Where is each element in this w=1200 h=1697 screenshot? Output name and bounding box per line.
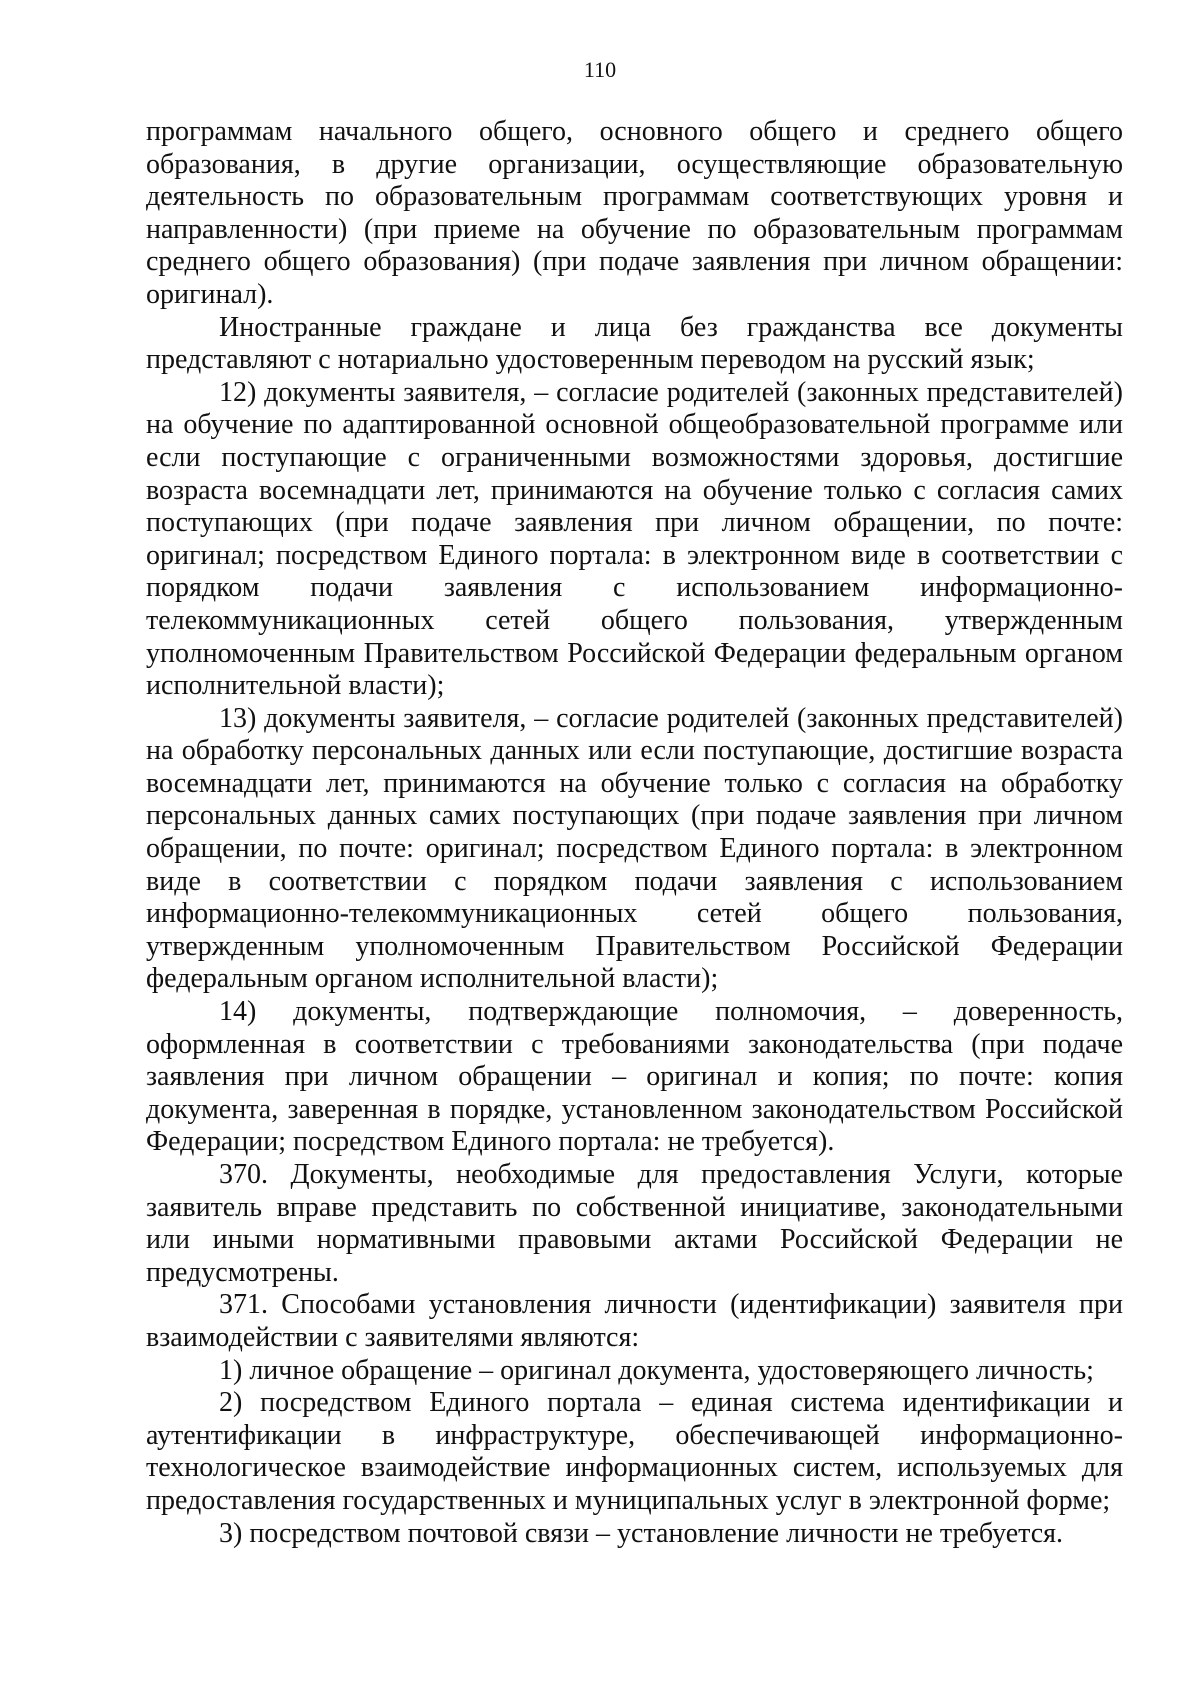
paragraph-continuation: программам начального общего, основного общего и среднего общего образования, в другие организации, осуществляющие образовательную деятельность по образовательным программам соответствующих уровня и направленности) (при приеме на обучение по образовательным программам среднего общего образования) (при подаче заявления при личном обращении: оригинал). bbox=[146, 116, 1123, 310]
paragraph-foreign-citizens: Иностранные граждане и лица без гражданства все документы представляют с нотариально удостоверенным переводом на русский язык; bbox=[146, 311, 1123, 376]
list-item-2: 2) посредством Единого портала – единая система идентификации и аутентификации в инфраструктуре, обеспечивающей информационно-технологическое взаимодействие информационных систем, используемых для предоставления государственных и муниципальных услуг в электронной форме; bbox=[146, 1387, 1123, 1516]
document-body bbox=[146, 116, 1123, 1550]
list-item-12: 12) документы заявителя, – согласие родителей (законных представителей) на обучение по адаптированной основной общеобразовательной программе или если поступающие с ограниченными возможностями здоровья, достигшие возраста восемнадцати лет, принимаются на обучение только с согласия самих поступающих (при подаче заявления при личном обращении, по почте: оригинал; посредством Единого портала: в электронном виде в соответствии с порядком подачи заявления с использованием информационно-телекоммуникационных сетей общего пользования, утвержденным уполномоченным Правительством Российской Федерации федеральным органом исполнительной власти); bbox=[146, 376, 1123, 702]
list-item-14: 14) документы, подтверждающие полномочия, – доверенность, оформленная в соответствии с требованиями законодательства (при подаче заявления при личном обращении – оригинал и копия; по почте: копия документа, заверенная в порядке, установленном законодательством Российской Федерации; посредством Единого портала: не требуется). bbox=[146, 996, 1123, 1158]
clause-370: 370. Документы, необходимые для предоставления Услуги, которые заявитель вправе представить по собственной инициативе, законодательными или иными нормативными правовыми актами Российской Федерации не предусмотрены. bbox=[146, 1159, 1123, 1288]
page-number: 110 bbox=[583, 57, 617, 82]
list-item-3: 3) посредством почтовой связи – установление личности не требуется. bbox=[219, 1517, 1064, 1549]
list-item-13: 13) документы заявителя, – согласие родителей (законных представителей) на обработку персональных данных или если поступающие, достигшие возраста восемнадцати лет, принимаются на обучение только с согласия на обработку персональных данных самих поступающих (при подаче заявления при личном обращении, по почте: оригинал; посредством Единого портала: в электронном виде в соответствии с порядком подачи заявления с использованием информационно-телекоммуникационных сетей общего пользования, утвержденным уполномоченным Правительством Российской Федерации федеральным органом исполнительной власти); bbox=[146, 702, 1123, 995]
list-item-1: 1) личное обращение – оригинал документа, удостоверяющего личность; bbox=[219, 1354, 1094, 1386]
clause-371: 371. Способами установления личности (идентификации) заявителя при взаимодействии с заявителями являются: bbox=[146, 1289, 1123, 1353]
